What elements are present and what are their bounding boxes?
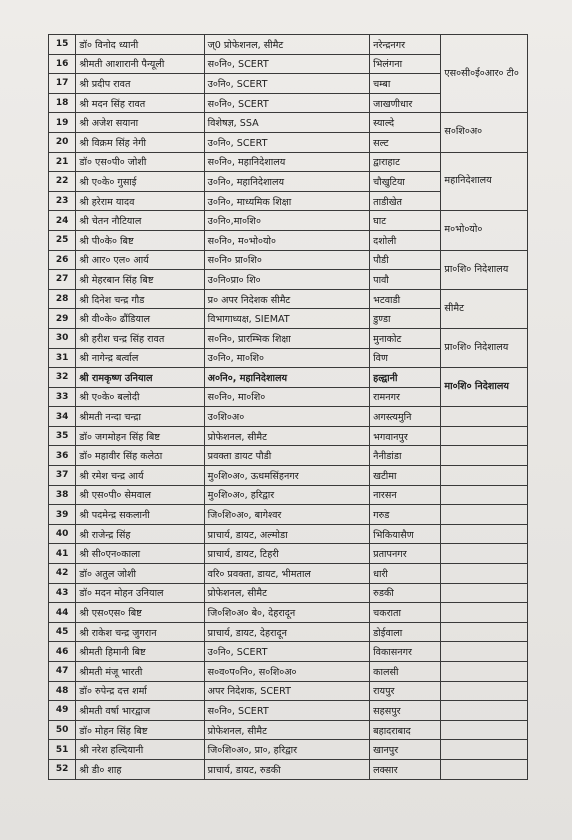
serial-number-cell: 43 [49,583,76,603]
name-cell: श्री रमेश चन्द्र आर्य [76,466,204,486]
designation-cell: स०नि०, SCERT [204,93,370,113]
group-note-cell: एस०सी०ई०आर० टी० [441,35,528,113]
group-note-cell: प्रा०शि० निदेशालय [441,250,528,289]
serial-number-cell: 30 [49,328,76,348]
name-cell: श्री राकेश चन्द्र जुगरान [76,622,204,642]
table-row [49,113,528,133]
name-cell: श्रीमती मंजू भारती [76,662,204,682]
serial-number-cell: 15 [49,35,76,55]
serial-number-cell: 37 [49,466,76,486]
group-note-cell [441,564,528,584]
place-cell: दशोली [370,230,441,250]
place-cell: चकराता [370,603,441,623]
group-note-cell: मा०शि० निदेशालय [441,368,528,407]
table-row [49,583,528,603]
name-cell: श्री सी०एन०काला [76,544,204,564]
name-cell: डॉ० रुपेन्द्र दत्त शर्मा [76,681,204,701]
place-cell: हल्द्वानी [370,368,441,388]
place-cell: विकासनगर [370,642,441,662]
place-cell: डोईवाला [370,622,441,642]
designation-cell: मु०शि०अ०, हरिद्वार [204,485,370,505]
serial-number-cell: 47 [49,662,76,682]
name-cell: श्री हरीश चन्द्र सिंह रावत [76,328,204,348]
designation-cell: प्रवक्ता डायट पौडी [204,446,370,466]
name-cell: डॉ० एस०पी० जोशी [76,152,204,172]
group-note-cell [441,583,528,603]
place-cell: रामनगर [370,387,441,407]
place-cell: भगवानपुर [370,426,441,446]
serial-number-cell: 17 [49,74,76,94]
name-cell: श्री रामकृष्ण उनियाल [76,368,204,388]
place-cell: पावौ [370,270,441,290]
place-cell: लक्सार [370,759,441,779]
designation-cell: प्र० अपर निदेशक सीमैट [204,289,370,309]
place-cell: पौडी [370,250,441,270]
serial-number-cell: 20 [49,132,76,152]
group-note-cell [441,485,528,505]
group-note-cell: महानिदेशालय [441,152,528,211]
serial-number-cell: 46 [49,642,76,662]
place-cell: कालसी [370,662,441,682]
designation-cell: उ०नि०प्रा० शि० [204,270,370,290]
designation-cell: स०नि०, म०भो०यो० [204,230,370,250]
group-note-cell [441,642,528,662]
place-cell: चम्बा [370,74,441,94]
name-cell: श्री राजेन्द्र सिंह [76,524,204,544]
table-row [49,662,528,682]
name-cell: श्री डी० शाह [76,759,204,779]
name-cell: श्रीमती हिमानी बिष्ट [76,642,204,662]
table-row [49,211,528,231]
group-note-cell: म०भो०यो० [441,211,528,250]
group-note-cell [441,544,528,564]
designation-cell: स०नि०, महानिदेशालय [204,152,370,172]
place-cell: द्वाराहाट [370,152,441,172]
serial-number-cell: 48 [49,681,76,701]
place-cell: धारी [370,564,441,584]
name-cell: डॉ० मोहन सिंह बिष्ट [76,720,204,740]
serial-number-cell: 29 [49,309,76,329]
table-row [49,35,528,55]
group-note-cell [441,505,528,525]
serial-number-cell: 19 [49,113,76,133]
place-cell: अगस्त्यमुनि [370,407,441,427]
group-note-cell [441,446,528,466]
table-row [49,328,528,348]
designation-cell: उ०नि०, SCERT [204,642,370,662]
designation-cell: स०नि०, SCERT [204,54,370,74]
designation-cell: जि०शि०अ०, बागेश्वर [204,505,370,525]
serial-number-cell: 45 [49,622,76,642]
group-note-cell [441,701,528,721]
designation-cell: उ०नि०, महानिदेशालय [204,172,370,192]
group-note-cell [441,524,528,544]
designation-cell: विभागाध्यक्ष, SIEMAT [204,309,370,329]
table-row [49,681,528,701]
name-cell: श्री पी०के० बिष्ट [76,230,204,250]
serial-number-cell: 25 [49,230,76,250]
group-note-cell: सीमैट [441,289,528,328]
serial-number-cell: 39 [49,505,76,525]
serial-number-cell: 28 [49,289,76,309]
serial-number-cell: 34 [49,407,76,427]
serial-number-cell: 38 [49,485,76,505]
designation-cell: स०नि०, SCERT [204,701,370,721]
designation-cell: प्राचार्य, डायट, टिहरी [204,544,370,564]
table-row [49,250,528,270]
place-cell: जाखणीधार [370,93,441,113]
designation-cell: वरि० प्रवक्ता, डायट, भीमताल [204,564,370,584]
serial-number-cell: 24 [49,211,76,231]
serial-number-cell: 41 [49,544,76,564]
group-note-cell [441,662,528,682]
group-note-cell [441,622,528,642]
serial-number-cell: 40 [49,524,76,544]
serial-number-cell: 26 [49,250,76,270]
group-note-cell [441,407,528,427]
designation-cell: उ०नि०,मा०शि० [204,211,370,231]
serial-number-cell: 22 [49,172,76,192]
place-cell: खानपुर [370,740,441,760]
serial-number-cell: 51 [49,740,76,760]
serial-number-cell: 23 [49,191,76,211]
name-cell: श्रीमती नन्दा चन्द्रा [76,407,204,427]
name-cell: श्री हरेराम यादव [76,191,204,211]
designation-cell: स०नि०, मा०शि० [204,387,370,407]
designation-cell: प्राचार्य, डायट, अल्मोडा [204,524,370,544]
place-cell: मुनाकोट [370,328,441,348]
serial-number-cell: 36 [49,446,76,466]
group-note-cell [441,759,528,779]
place-cell: गरुड [370,505,441,525]
designation-cell: विशेषज्ञ, SSA [204,113,370,133]
name-cell: श्री अजेश सयाना [76,113,204,133]
name-cell: श्री दिनेश चन्द्र गौड [76,289,204,309]
designation-cell: प्राचार्य, डायट, देहरादून [204,622,370,642]
place-cell: भिलंगना [370,54,441,74]
table-row [49,524,528,544]
designation-cell: अपर निदेशक, SCERT [204,681,370,701]
name-cell: श्री एस०एस० बिष्ट [76,603,204,623]
designation-cell: ज्0 प्रोफेशनल, सीमैट [204,35,370,55]
table-row [49,485,528,505]
table-row [49,544,528,564]
table-row [49,720,528,740]
serial-number-cell: 16 [49,54,76,74]
designation-cell: उ०नि०, मा०शि० [204,348,370,368]
name-cell: श्री विक्रम सिंह नेगी [76,132,204,152]
name-cell: श्री नागेन्द्र बर्त्वाल [76,348,204,368]
serial-number-cell: 52 [49,759,76,779]
place-cell: रुडकी [370,583,441,603]
designation-cell: प्रोफेशनल, सीमैट [204,720,370,740]
place-cell: घाट [370,211,441,231]
designation-cell: प्राचार्य, डायट, रुडकी [204,759,370,779]
designation-cell: जि०शि०अ० बे०, देहरादून [204,603,370,623]
designation-cell: उ०नि०, SCERT [204,74,370,94]
designation-cell: स०नि०, प्रारम्भिक शिक्षा [204,328,370,348]
place-cell: भटवाडी [370,289,441,309]
table-row [49,368,528,388]
serial-number-cell: 18 [49,93,76,113]
place-cell: खटीमा [370,466,441,486]
table-row [49,446,528,466]
serial-number-cell: 32 [49,368,76,388]
table-row [49,466,528,486]
designation-cell: प्रोफेशनल, सीमैट [204,426,370,446]
group-note-cell: स०शि०अ० [441,113,528,152]
name-cell: श्री ए०के० गुसाई [76,172,204,192]
group-note-cell [441,740,528,760]
name-cell: श्री नरेश हल्दियानी [76,740,204,760]
place-cell: प्रतापनगर [370,544,441,564]
place-cell: बहादराबाद [370,720,441,740]
name-cell: श्री प्रदीप रावत [76,74,204,94]
place-cell: स्याल्दे [370,113,441,133]
table-row [49,642,528,662]
name-cell: डॉ० जगमोहन सिंह बिष्ट [76,426,204,446]
name-cell: डॉ० विनोद ध्यानी [76,35,204,55]
designation-cell: जि०शि०अ०, प्रा०, हरिद्वार [204,740,370,760]
serial-number-cell: 31 [49,348,76,368]
designation-cell: स०व०प०नि०, स०शि०अ० [204,662,370,682]
group-note-cell: प्रा०शि० निदेशालय [441,328,528,367]
serial-number-cell: 44 [49,603,76,623]
name-cell: डॉ० अतुल जोशी [76,564,204,584]
table-row [49,622,528,642]
table-row [49,759,528,779]
table-row [49,701,528,721]
place-cell: सल्ट [370,132,441,152]
name-cell: श्री चेतन नौटियाल [76,211,204,231]
name-cell: श्री आर० एल० आर्य [76,250,204,270]
table-row [49,152,528,172]
officer-list-table [48,34,528,780]
group-note-cell [441,720,528,740]
name-cell: डॉ० महावीर सिंह कलेठा [76,446,204,466]
table-row [49,407,528,427]
place-cell: डुण्डा [370,309,441,329]
serial-number-cell: 42 [49,564,76,584]
name-cell: श्री पदमेन्द्र सकलानी [76,505,204,525]
place-cell: नैनीडांडा [370,446,441,466]
name-cell: श्री मेहरबान सिंह बिष्ट [76,270,204,290]
serial-number-cell: 49 [49,701,76,721]
group-note-cell [441,681,528,701]
serial-number-cell: 33 [49,387,76,407]
designation-cell: अ०नि०, महानिदेशालय [204,368,370,388]
name-cell: श्री ए०के० बलोदी [76,387,204,407]
table-row [49,426,528,446]
designation-cell: उ०नि०, SCERT [204,132,370,152]
name-cell: श्री मदन सिंह रावत [76,93,204,113]
place-cell: नारसन [370,485,441,505]
table-row [49,603,528,623]
table-row [49,564,528,584]
place-cell: चौखुटिया [370,172,441,192]
name-cell: श्री एस०पी० सेमवाल [76,485,204,505]
designation-cell: स०नि० प्रा०शि० [204,250,370,270]
name-cell: श्रीमती आशारानी पैन्यूली [76,54,204,74]
place-cell: विण [370,348,441,368]
table-row [49,505,528,525]
name-cell: श्रीमती वर्षा भारद्वाज [76,701,204,721]
group-note-cell [441,603,528,623]
place-cell: रायपुर [370,681,441,701]
place-cell: नरेन्द्रनगर [370,35,441,55]
designation-cell: प्रोफेशनल, सीमैट [204,583,370,603]
place-cell: भिकियासैण [370,524,441,544]
group-note-cell [441,466,528,486]
serial-number-cell: 27 [49,270,76,290]
designation-cell: उ०नि०, माध्यमिक शिक्षा [204,191,370,211]
serial-number-cell: 35 [49,426,76,446]
group-note-cell [441,426,528,446]
table-row [49,740,528,760]
place-cell: सहसपुर [370,701,441,721]
serial-number-cell: 21 [49,152,76,172]
serial-number-cell: 50 [49,720,76,740]
place-cell: ताडीखेत [370,191,441,211]
designation-cell: मु०शि०अ०, ऊधमसिंहनगर [204,466,370,486]
designation-cell: उ०शि०अ० [204,407,370,427]
name-cell: डॉ० मदन मोहन उनियाल [76,583,204,603]
table-row [49,289,528,309]
name-cell: श्री वी०के० ढौंडियाल [76,309,204,329]
